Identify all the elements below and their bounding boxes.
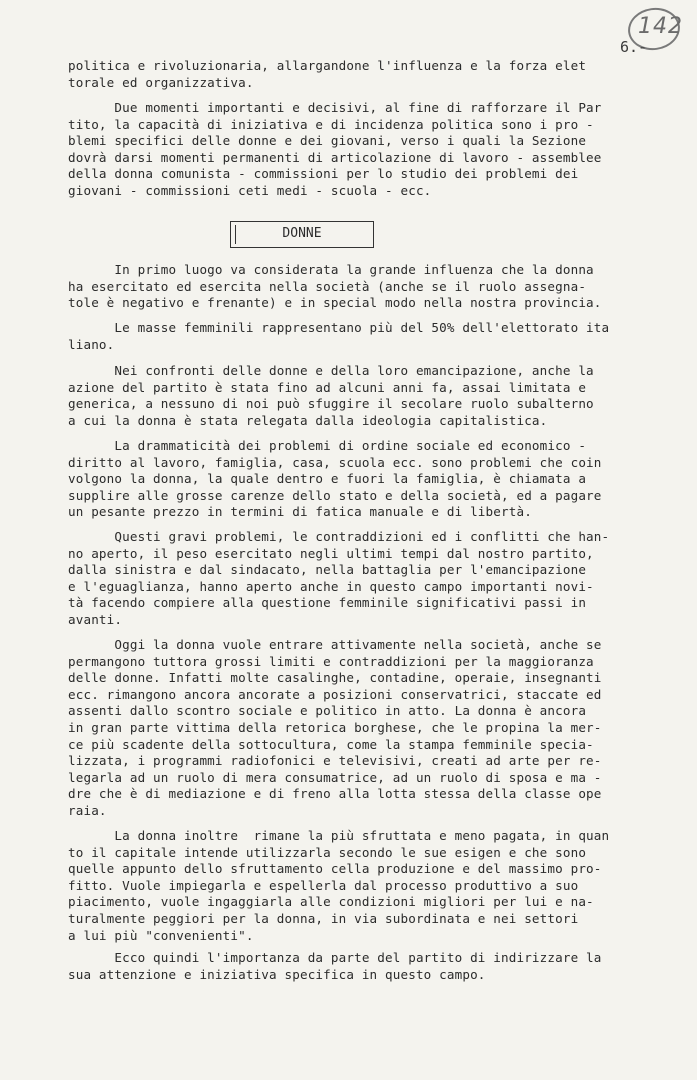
page-number-stamp-text: 142 bbox=[638, 14, 683, 39]
paragraph: Questi gravi problemi, le contraddizioni ed i conflitti che han- no aperto, il peso esercitato negli ultimi tempi dal nostro partito, dalla sinistra e dal sindacato, nella battaglia per l'emancipazione e l'eguaglianza, hanno aperto anche in questo campo importanti novi- tà facendo compiere alla questione femminile significativi passi in avanti. bbox=[68, 529, 610, 627]
page-number-typed: 6.- bbox=[620, 38, 648, 56]
paragraph: Nei confronti delle donne e della loro emancipazione, anche la azione del partito è stata fino ad alcuni anni fa, assai limitata e generica, a nessuno di noi può sfuggire il secolare ruolo subalterno a cui la donna è stata relegata dalla ideologia capitalistica. bbox=[68, 363, 594, 428]
section-heading: DONNE bbox=[230, 221, 374, 248]
paragraph: La donna inoltre rimane la più sfruttata e meno pagata, in quan to il capitale intende utilizzarla secondo le sue esigen e che sono quelle appunto dello sfruttamento cella produzione e del massimo pro- fitto. Vuole impiegarla e espellerla dal processo produttivo a suo piacimento, vuole ingaggiarla alle condizioni migliori per lui e na- turalmente peggiori per la donna, in via subordinata e nei settori a lui più "convenienti". bbox=[68, 828, 610, 943]
paragraph: Ecco quindi l'importanza da parte del partito di indirizzare la sua attenzione e iniziativa specifica in questo campo. bbox=[68, 950, 602, 982]
paragraph: politica e rivoluzionaria, allargandone l'influenza e la forza elet torale ed organizzativa. bbox=[68, 58, 587, 90]
paragraph: Le masse femminili rappresentano più del 50% dell'elettorato ita liano. bbox=[68, 320, 610, 352]
paragraph: La drammaticità dei problemi di ordine sociale ed economico - diritto al lavoro, famiglia, casa, scuola ecc. sono problemi che coin volgono la donna, la quale dentro e fuori la famiglia, è chiamata a supplire alle grosse carenze dello stato e della società, ed a pagare un pesante prezzo in termini di fatica manuale e di libertà. bbox=[68, 438, 602, 520]
paragraph: Due momenti importanti e decisivi, al fine di rafforzare il Par tito, la capacità di iniziativa e di incidenza politica sono i pro - blemi specifici delle donne e dei giovani, verso i quali la Sezione dovrà darsi momenti permanenti di articolazione di lavoro - assemblee della donna comunista - commissioni per lo studio dei problemi dei giovani - commissioni ceti medi - scuola - ecc. bbox=[68, 100, 602, 198]
paragraph: In primo luogo va considerata la grande influenza che la donna ha esercitato ed esercita nella società (anche se il ruolo assegna- tole è negativo e frenante) e in special modo nella nostra provincia. bbox=[68, 262, 602, 311]
paragraph: Oggi la donna vuole entrare attivamente nella società, anche se permangono tuttora grossi limiti e contraddizioni per la maggioranza delle donne. Infatti molte casalinghe, contadine, operaie, insegnanti ecc. rimangono ancora ancorate a posizioni conservatrici, staccate ed assenti dallo scontro sociale e politico in atto. La donna è ancora in gran parte vittima della retorica borghese, che le propina la mer- ce più scadente della sottocultura, come la stampa femminile specia- lizzata, i programmi radiofonici e televisivi, creati ad arte per re- legarla ad un ruolo di mera consumatrice, ad un ruolo di sposa e ma - dre che è di mediazione e di freno alla lotta stessa della classe ope raia. bbox=[68, 637, 602, 818]
